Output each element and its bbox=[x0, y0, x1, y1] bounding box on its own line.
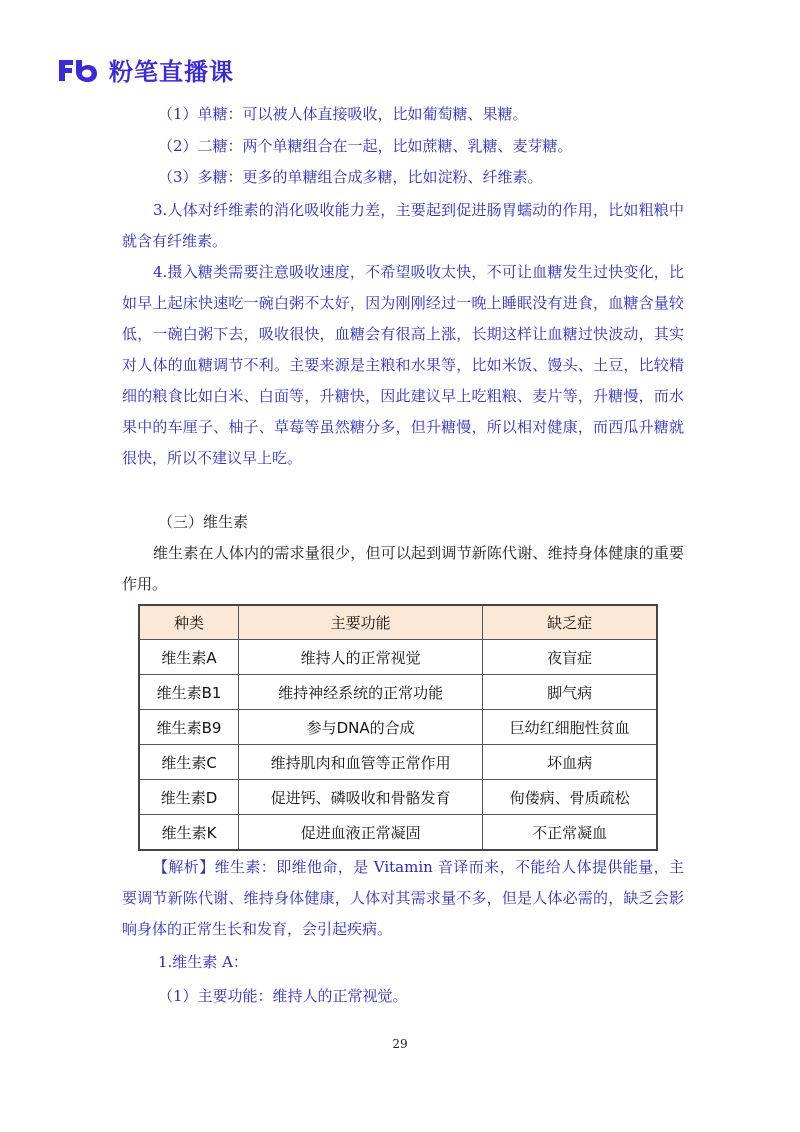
point-3: 3.人体对纤维素的消化吸收能力差，主要起到促进肠胃蠕动的作用，比如粗粮中就含有纤维素。 bbox=[122, 201, 684, 250]
fb-logo-icon bbox=[57, 57, 101, 83]
table-cell: 维生素D bbox=[139, 780, 239, 815]
table-row bbox=[139, 815, 657, 851]
vitamin-a-function: （1）主要功能：维持人的正常视觉。 bbox=[158, 987, 408, 1005]
table-cell: 佝偻病、骨质疏松 bbox=[483, 780, 657, 815]
table-cell: 维生素B9 bbox=[139, 710, 239, 745]
table-row bbox=[139, 780, 657, 815]
table-cell: 维持人的正常视觉 bbox=[239, 640, 483, 675]
table-cell: 不正常凝血 bbox=[483, 815, 657, 851]
table-row bbox=[139, 640, 657, 675]
sugar-item-1: （1）单糖：可以被人体直接吸收，比如葡萄糖、果糖。 bbox=[158, 105, 528, 123]
table-row bbox=[139, 710, 657, 745]
point-4: 4.摄入糖类需要注意吸收速度，不希望吸收太快，不可让血糖发生过快变化，比如早上起床快速吃一碗白粥不太好，因为刚刚经过一晚上睡眠没有进食，血糖含量较低，一碗白粥下去，吸收很快，血糖会有很高上涨，长期这样让血糖过快波动，其实对人体的血糖调节不利。主要来源是主粮和水果等，比如米饭、馒头、土豆，比较精细的粮食比如白米、白面等，升糖快，因此建议早上吃粗粮、麦片等，升糖慢，而水果中的车厘子、柚子、草莓等虽然糖分多，但升糖慢，所以相对健康，而西瓜升糖就很快，所以不建议早上吃。 bbox=[122, 263, 684, 467]
column-header: 主要功能 bbox=[239, 605, 483, 640]
table-cell: 促进血液正常凝固 bbox=[239, 815, 483, 851]
analysis-paragraph bbox=[122, 852, 684, 945]
section-intro: 维生素在人体内的需求量很少，但可以起到调节新陈代谢、维持身体健康的重要作用。 bbox=[122, 544, 684, 593]
brand-logo bbox=[57, 52, 234, 87]
table-cell: 坏血病 bbox=[483, 745, 657, 780]
table-cell: 夜盲症 bbox=[483, 640, 657, 675]
vitamin-a-title: 1.维生素 A： bbox=[158, 953, 248, 971]
table-cell: 维生素A bbox=[139, 640, 239, 675]
column-header: 种类 bbox=[139, 605, 239, 640]
vitamin-table bbox=[138, 604, 658, 851]
table-cell: 脚气病 bbox=[483, 675, 657, 710]
sugar-item-2: （2）二糖：两个单糖组合在一起，比如蔗糖、乳糖、麦芽糖。 bbox=[158, 137, 573, 155]
table-row bbox=[139, 675, 657, 710]
table-cell: 维持肌肉和血管等正常作用 bbox=[239, 745, 483, 780]
table-cell: 维生素C bbox=[139, 745, 239, 780]
table-cell: 参与DNA的合成 bbox=[239, 710, 483, 745]
table-header-row bbox=[139, 605, 657, 640]
table-cell: 维生素B1 bbox=[139, 675, 239, 710]
table-cell: 维持神经系统的正常功能 bbox=[239, 675, 483, 710]
table-cell: 巨幼红细胞性贫血 bbox=[483, 710, 657, 745]
brand-name: 粉笔直播课 bbox=[109, 58, 234, 86]
table-cell: 维生素K bbox=[139, 815, 239, 851]
table-row bbox=[139, 745, 657, 780]
analysis-tag: 【解析】 bbox=[153, 858, 215, 876]
page-number: 29 bbox=[392, 1037, 408, 1051]
analysis-text: 维生素：即维他命，是 Vitamin 音译而来，不能给人体提供能量，主要调节新陈代谢、维持身体健康，人体对其需求量不多，但是人体必需的，缺乏会影响身体的正常生长和发育，会引起疾病。 bbox=[122, 858, 684, 938]
sugar-item-3: （3）多糖：更多的单糖组合成多糖，比如淀粉、纤维素。 bbox=[158, 168, 543, 186]
section-title: （三）维生素 bbox=[158, 513, 249, 531]
table-cell: 促进钙、磷吸收和骨骼发育 bbox=[239, 780, 483, 815]
column-header: 缺乏症 bbox=[483, 605, 657, 640]
